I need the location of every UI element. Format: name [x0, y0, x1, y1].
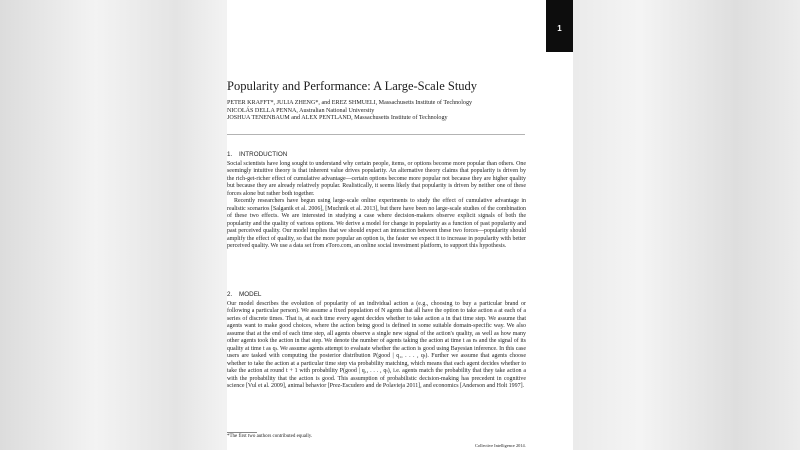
section-body-model: [227, 301, 526, 390]
author-block: [227, 100, 527, 123]
section-number: 2.: [227, 291, 233, 298]
section-title: INTRODUCTION: [239, 151, 288, 158]
author-line: NICOLÁS DELLA PENNA, Australian National University: [227, 107, 375, 114]
paragraph: Social scientists have long sought to understand why certain people, items, or options become more popular than others. One seemingly intuitive theory is that inherent value drives popularity. An alternative theory claims that popularity is driven by the rich-get-richer effect of cumulative advantage—certain options become more popular not because they are higher quality but because they are already relatively popular. Realistically, it seems likely that popularity is driven by neither one of these forces alone but rather both together.: [227, 161, 526, 197]
section-number: 1.: [227, 151, 233, 158]
section-heading-introduction: [227, 151, 427, 159]
author-line: JOSHUA TENENBAUM and ALEX PENTLAND, Massachusetts Institute of Technology: [227, 115, 448, 122]
paper-title: Popularity and Performance: A Large-Scale Study: [227, 79, 478, 93]
page-number-tab: 1: [546, 0, 573, 52]
section-heading-model: [227, 291, 427, 299]
author-line: PETER KRAFFT*, JULIA ZHENG*, and EREZ SHMUELI, Massachusetts Institute of Technology: [227, 100, 473, 106]
footnote-divider: [227, 432, 257, 433]
paper-page: [227, 0, 573, 450]
section-body-introduction: [227, 161, 526, 250]
footnote: *The first two authors contributed equally.: [227, 434, 313, 439]
paragraph: Recently researchers have begun using large-scale online experiments to study the effect of cumulative advantage in realistic scenarios [Salganik et al. 2006], [Muchnik et al. 2013], but there have been no large-scale studies of the combination of these two effects. We are interested in studying a case where decision-makers observe explicit signals of both the popularity and the quality of various options. We derive a model for change in popularity as a function of past popularity and past perceived quality. Our model implies that we should expect an interaction between these two forces—popularity should amplify the effect of quality, so that the more popular an option is, the faster we expect it to increase in popularity with better perceived quality. We use a data set from eToro.com, an online social investment platform, to support this hypothesis.: [227, 198, 526, 249]
paragraph: Our model describes the evolution of popularity of an individual action a (e.g., choosing to buy a particular brand or following a particular person). We assume a fixed population of N agents that all have the option to take action a at each of a series of discrete times. That is, at each time every agent decides whether to take action a in that time step. We assume that agents want to make good choices, where the action being good is defined in some suitable domain-specific way. We also assume that at the end of each time step, all agents observe a single new signal of the action's quality, as well as how many other agents took the action in that step. We denote the number of agents taking the action at time t as nₜ and the signal of its quality at time t as qₜ. We assume agents attempt to evaluate whether the action is good using Bayesian inference. In this case users are tasked with computing the posterior distribution P(good | q₁, . . . , qₜ). Further we assume that agents choose whether to take the action at a particular time step via probability matching, which means that each agent decides whether to take the action at round t + 1 with probability P(good | q₁, . . . , qₜ), i.e. agents match the probability that they take action a with the probability that the action is good. This assumption of probabilistic decision-making has precedent in cognitive science [Vul et al. 2009], animal behavior [Prez-Escudero and de Polavieja 2011], and economics [Anderson and Holt 1997].: [227, 301, 526, 389]
journal-name: Collective Intelligence 2014.: [475, 443, 526, 448]
title-divider: [227, 134, 525, 135]
section-title: MODEL: [239, 291, 262, 298]
